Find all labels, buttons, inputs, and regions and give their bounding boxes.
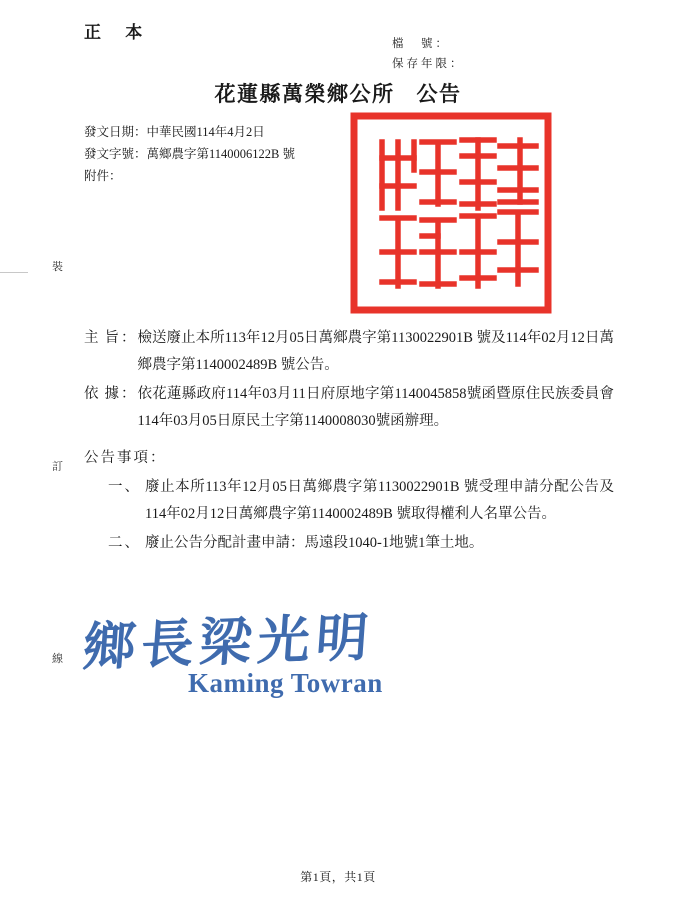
signature-chinese: 鄉長梁光明 xyxy=(81,609,377,678)
retention-row xyxy=(392,54,535,74)
section-basis-text: 依花蓮縣政府114年03月11日府原地字第1140045858號函暨原住民族委員會114年03月05日原民土字第1140008030號函辦理。 xyxy=(137,386,614,429)
page-footer: 第1頁，共1頁 xyxy=(300,870,376,884)
notice-item-text: 廢止公告分配計畫申請：馬遠段1040-1地號1筆土地。 xyxy=(145,535,484,551)
issue-date-row xyxy=(84,121,295,143)
document-meta xyxy=(84,121,295,187)
archive-fields xyxy=(392,34,535,74)
page-title xyxy=(0,78,676,108)
notice-item xyxy=(84,474,614,528)
doc-number-row xyxy=(84,143,295,165)
section-subject xyxy=(84,325,614,379)
notice-item-text: 廢止本所113年12月05日萬鄉農字第1130022901B 號受理申請分配公告及114年02月12日萬鄉農字第1140002489B 號取得權利人名單公告。 xyxy=(145,479,614,522)
section-basis xyxy=(84,381,614,435)
binding-mark-xian: 線 xyxy=(52,653,63,665)
section-basis-label: 依據： xyxy=(84,386,138,402)
notice-heading: 公告事項： xyxy=(84,450,167,466)
section-subject-text: 檢送廢止本所113年12月05日萬鄉農字第1130022901B 號及114年02月12日萬鄉農字第1140002489B 號公告。 xyxy=(137,330,614,373)
signature-block xyxy=(78,600,478,720)
binding-mark-zhuang: 裝 xyxy=(52,261,63,273)
attachment-label: 附件： xyxy=(84,169,122,183)
notice-item-number: 一、 xyxy=(108,479,141,495)
file-number-row xyxy=(392,34,535,54)
notice-item xyxy=(84,530,614,557)
section-subject-label: 主旨： xyxy=(84,330,138,346)
title-office: 花蓮縣萬榮鄉公所 xyxy=(214,82,395,106)
doc-number-label: 發文字號： xyxy=(84,147,147,161)
document-copy-type: 正 本 xyxy=(84,23,153,42)
fold-mark-line xyxy=(0,272,28,273)
notice-item-number: 二、 xyxy=(108,535,141,551)
attachment-row xyxy=(84,165,295,187)
doc-number-value: 萬鄉農字第1140006122B 號 xyxy=(146,147,296,161)
notice-item-list xyxy=(84,474,614,557)
signature-english: Kaming Towran xyxy=(188,668,383,698)
binding-mark-ding: 訂 xyxy=(52,461,63,473)
issue-date-label: 發文日期： xyxy=(84,125,147,139)
document-body xyxy=(84,325,614,559)
retention-label: 保存年限： xyxy=(392,58,465,70)
issue-date-value: 中華民國114年4月2日 xyxy=(146,125,265,139)
file-number-label: 檔 號： xyxy=(392,38,450,50)
title-kind: 公告 xyxy=(416,82,462,106)
red-official-seal xyxy=(350,112,552,314)
